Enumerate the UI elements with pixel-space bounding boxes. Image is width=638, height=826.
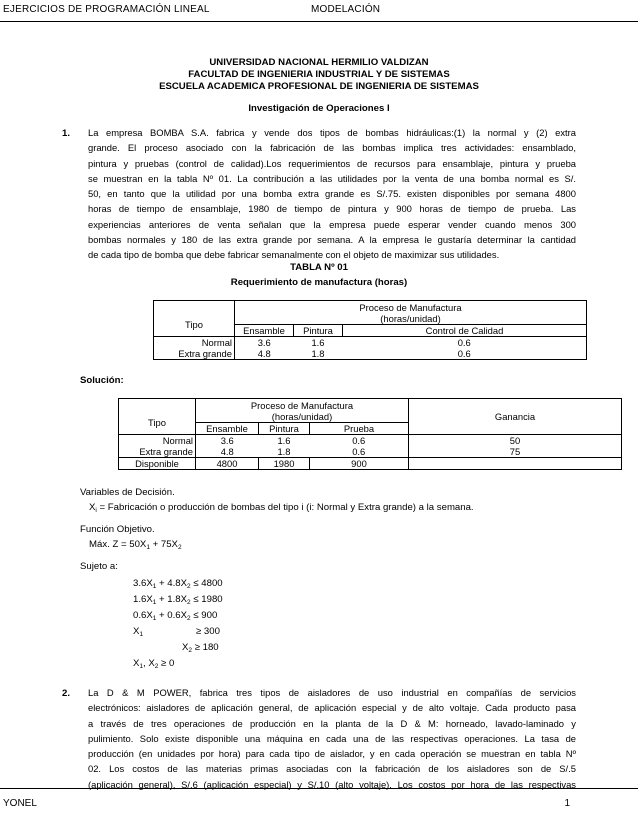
problem2-number: 2. bbox=[62, 688, 71, 699]
constraint-part: ≥ 0 bbox=[158, 658, 175, 669]
table1-group-line1: Proceso de Manufactura bbox=[359, 301, 462, 313]
subject-label: Sujeto a: bbox=[80, 561, 118, 572]
solution-ganancia: 50 bbox=[409, 435, 622, 447]
objective-sub: 2 bbox=[177, 544, 182, 551]
problem1-number: 1. bbox=[62, 128, 71, 139]
constraint-sub: 1 bbox=[152, 615, 157, 622]
problem1-line: grande. El proceso asociado con la fabricación de las bombas implica tres actividades: ensamblado, bbox=[88, 142, 576, 154]
table1-cell: 4.8 bbox=[235, 348, 294, 360]
footer-divider bbox=[0, 788, 638, 789]
constraint-part: , X bbox=[143, 658, 155, 669]
problem2-line: a través de tres operaciones de producción en la planta de la D & M: horneado, lavado-laminado y bbox=[88, 717, 576, 729]
constraint-part: X bbox=[133, 626, 140, 637]
constraint bbox=[133, 627, 143, 637]
table1-cell: 0.6 bbox=[343, 348, 587, 360]
page-number: 1 bbox=[564, 798, 570, 809]
solution-col-ganancia: Ganancia bbox=[409, 399, 622, 435]
problem2-text bbox=[88, 685, 576, 792]
constraint-sub: 1 bbox=[152, 599, 157, 606]
objective-sub: 1 bbox=[146, 544, 150, 551]
var-desc: = Fabricación o producción de bombas del tipo i (i: Normal y Extra grande) a la semana. bbox=[96, 502, 474, 513]
constraint-sub: 2 bbox=[187, 615, 191, 622]
table1-header: Pintura bbox=[294, 325, 343, 337]
constraint-part: 1.6X bbox=[133, 594, 153, 605]
table1-col-tipo: Tipo bbox=[154, 301, 235, 337]
variables-label: Variables de Decisión. bbox=[80, 487, 175, 498]
constraint-part: 3.6X bbox=[133, 578, 153, 589]
table1-subtitle: Requerimiento de manufactura (horas) bbox=[230, 277, 408, 288]
constraint bbox=[182, 643, 219, 653]
solution-cell: 900 bbox=[310, 458, 409, 470]
table1-header: Control de Calidad bbox=[343, 325, 587, 337]
solution-header: Pintura bbox=[259, 423, 310, 435]
solution-ganancia bbox=[409, 458, 622, 470]
constraint-sub: 2 bbox=[187, 583, 191, 590]
problem1-line: 50, en tanto que la utilidad por una bomba extra grande es S/.75. existen disponibles por semana 4800 bbox=[88, 188, 576, 200]
table1-cell: 0.6 bbox=[343, 337, 587, 349]
solution-cell: 4800 bbox=[196, 458, 259, 470]
problem2-line: (aplicación general), S/.6 (aplicación especial) y S/.10 (alto voltaje). Los costos por hora de las respectivas bbox=[88, 778, 576, 790]
table1-row-tipo: Normal bbox=[154, 337, 235, 349]
constraint-sub: 2 bbox=[187, 599, 191, 606]
page-header bbox=[0, 5, 638, 19]
solution-cell: 1.6 bbox=[259, 435, 310, 447]
constraint bbox=[133, 611, 217, 621]
footer-author: YONEL bbox=[3, 798, 37, 809]
solution-cell: 4.8 bbox=[220, 446, 234, 457]
solution-col-tipo: Tipo bbox=[119, 399, 196, 435]
constraint-rhs: ≥ 300 bbox=[196, 626, 220, 637]
table1-row-tipo: Extra grande bbox=[154, 348, 235, 360]
constraint bbox=[133, 579, 223, 589]
solution-cell: 3.6 bbox=[196, 435, 259, 447]
constraint-part: ≥ 180 bbox=[192, 642, 219, 653]
constraint-part: ≤ 1980 bbox=[190, 594, 223, 605]
constraint-sub: 2 bbox=[154, 663, 159, 670]
solution-group-line2: (horas/unidad) bbox=[271, 410, 333, 422]
university-name: UNIVERSIDAD NACIONAL HERMILIO VALDIZAN bbox=[209, 57, 429, 68]
table1-cell: 1.8 bbox=[294, 348, 343, 360]
solution-group-header bbox=[196, 399, 409, 423]
constraint-sub: 1 bbox=[152, 583, 157, 590]
variables-description bbox=[89, 503, 474, 513]
constraint-sub: 1 bbox=[139, 663, 144, 670]
problem1-line: experiencias anteriores de venta señalan que la empresa puede esperar vender cuando menos 300 bbox=[88, 218, 576, 230]
solution-cell: 0.6 bbox=[310, 435, 409, 447]
objective-part: Máx. Z = 50X bbox=[89, 539, 147, 550]
problem1-line: La empresa BOMBA S.A. fabrica y vende dos tipos de bombas hidráulicas:(1) la normal y (2) extra bbox=[88, 127, 576, 138]
solution-table bbox=[118, 398, 622, 470]
table1-cell: 3.6 bbox=[235, 337, 294, 349]
table1-group-header bbox=[235, 301, 587, 325]
constraint-part: + 0.6X bbox=[156, 610, 188, 621]
problem2-line: 02. Los costos de las materias primas asociadas con la fabricación de los aisladores son de S/.5 bbox=[88, 763, 576, 775]
solution-ganancia: 75 bbox=[409, 446, 622, 458]
constraint bbox=[133, 595, 223, 605]
constraint-sub: 2 bbox=[188, 647, 193, 654]
institution-block bbox=[0, 57, 638, 93]
solution-cell: 1.8 bbox=[277, 446, 291, 457]
constraint-part: X bbox=[182, 642, 189, 653]
solution-header: Prueba bbox=[310, 423, 409, 435]
constraint-sub: 1 bbox=[139, 631, 144, 638]
solution-label: Solución: bbox=[80, 375, 124, 386]
header-left: EJERCICIOS DE PROGRAMACIÓN LINEAL bbox=[3, 4, 210, 15]
table1-group-line2: (horas/unidad) bbox=[380, 312, 441, 324]
problem1-line: bombas normales y 180 de las extra grande por semana. A la empresa le gustaría determinar la cantidad bbox=[88, 234, 576, 246]
solution-header: Ensamble bbox=[196, 423, 259, 435]
problem2-line: La D & M POWER, fabrica tres tipos de aisladores de uso industrial en compañías de servicios bbox=[88, 687, 576, 698]
constraint-part: 0.6X bbox=[133, 610, 153, 621]
constraint-part: ≤ 4800 bbox=[190, 578, 223, 589]
var-x: X bbox=[89, 502, 96, 513]
school-name: ESCUELA ACADEMICA PROFESIONAL DE INGENIERIA DE SISTEMAS bbox=[159, 81, 479, 92]
problem1-line: de cada tipo de bomba que debe fabricar semanalmente con el objeto de maximizar sus utilidades. bbox=[88, 249, 500, 261]
solution-row-tipo: Disponible bbox=[119, 458, 196, 470]
table1-title: TABLA Nº 01 bbox=[290, 262, 348, 273]
header-divider bbox=[0, 21, 638, 22]
constraint-part: + 1.8X bbox=[156, 594, 188, 605]
table1-cell: 1.6 bbox=[294, 337, 343, 349]
objective-label: Función Objetivo. bbox=[80, 524, 155, 535]
problem2-line: producción (en unidades por hora) para cada tipo de aislador, y en cada operación se muestran en tabla Nº bbox=[88, 748, 576, 760]
solution-cell: 1980 bbox=[259, 458, 310, 470]
solution-row-tipo: Normal bbox=[119, 435, 196, 447]
constraint bbox=[133, 659, 174, 669]
course-title: Investigación de Operaciones I bbox=[248, 103, 390, 114]
table1-header: Ensamble bbox=[235, 325, 294, 337]
solution-row-tipo: Extra grande bbox=[119, 446, 196, 458]
constraint-part: + 4.8X bbox=[156, 578, 188, 589]
var-sub: i bbox=[95, 507, 97, 514]
problem1-line: horas de tiempo de ensamblaje, 1980 de tiempo de pintura y 900 horas de tiempo de prueba. Las bbox=[88, 203, 576, 215]
problem2-line: electrónicos: aisladores de aplicación general, de aplicación especial y de alto voltaje. Cada producto pasa bbox=[88, 702, 576, 714]
problem1-text bbox=[88, 125, 576, 263]
problem2-line: pulimiento. Solo existe disponible una máquina en cada una de las respectivas operaciones. La tasa de bbox=[88, 732, 576, 744]
solution-group-line1: Proceso de Manufactura bbox=[250, 399, 354, 411]
constraint-part: ≤ 900 bbox=[190, 610, 218, 621]
objective-function bbox=[89, 540, 182, 550]
solution-cell: 0.6 bbox=[310, 446, 409, 458]
header-center: MODELACIÓN bbox=[311, 4, 381, 15]
faculty-name: FACULTAD DE INGENIERIA INDUSTRIAL Y DE SISTEMAS bbox=[188, 69, 450, 80]
table1 bbox=[153, 300, 587, 360]
problem1-line: se muestran en la tabla Nº 01. La contribución a las utilidades por la venta de una bomba normal es S/. bbox=[88, 172, 576, 184]
constraint-part: X bbox=[133, 658, 140, 669]
problem1-line: pintura y pruebas (control de calidad).Los requerimientos de recursos para ensamblaje, pintura y prueba bbox=[88, 157, 576, 169]
objective-part: + 75X bbox=[149, 539, 178, 550]
